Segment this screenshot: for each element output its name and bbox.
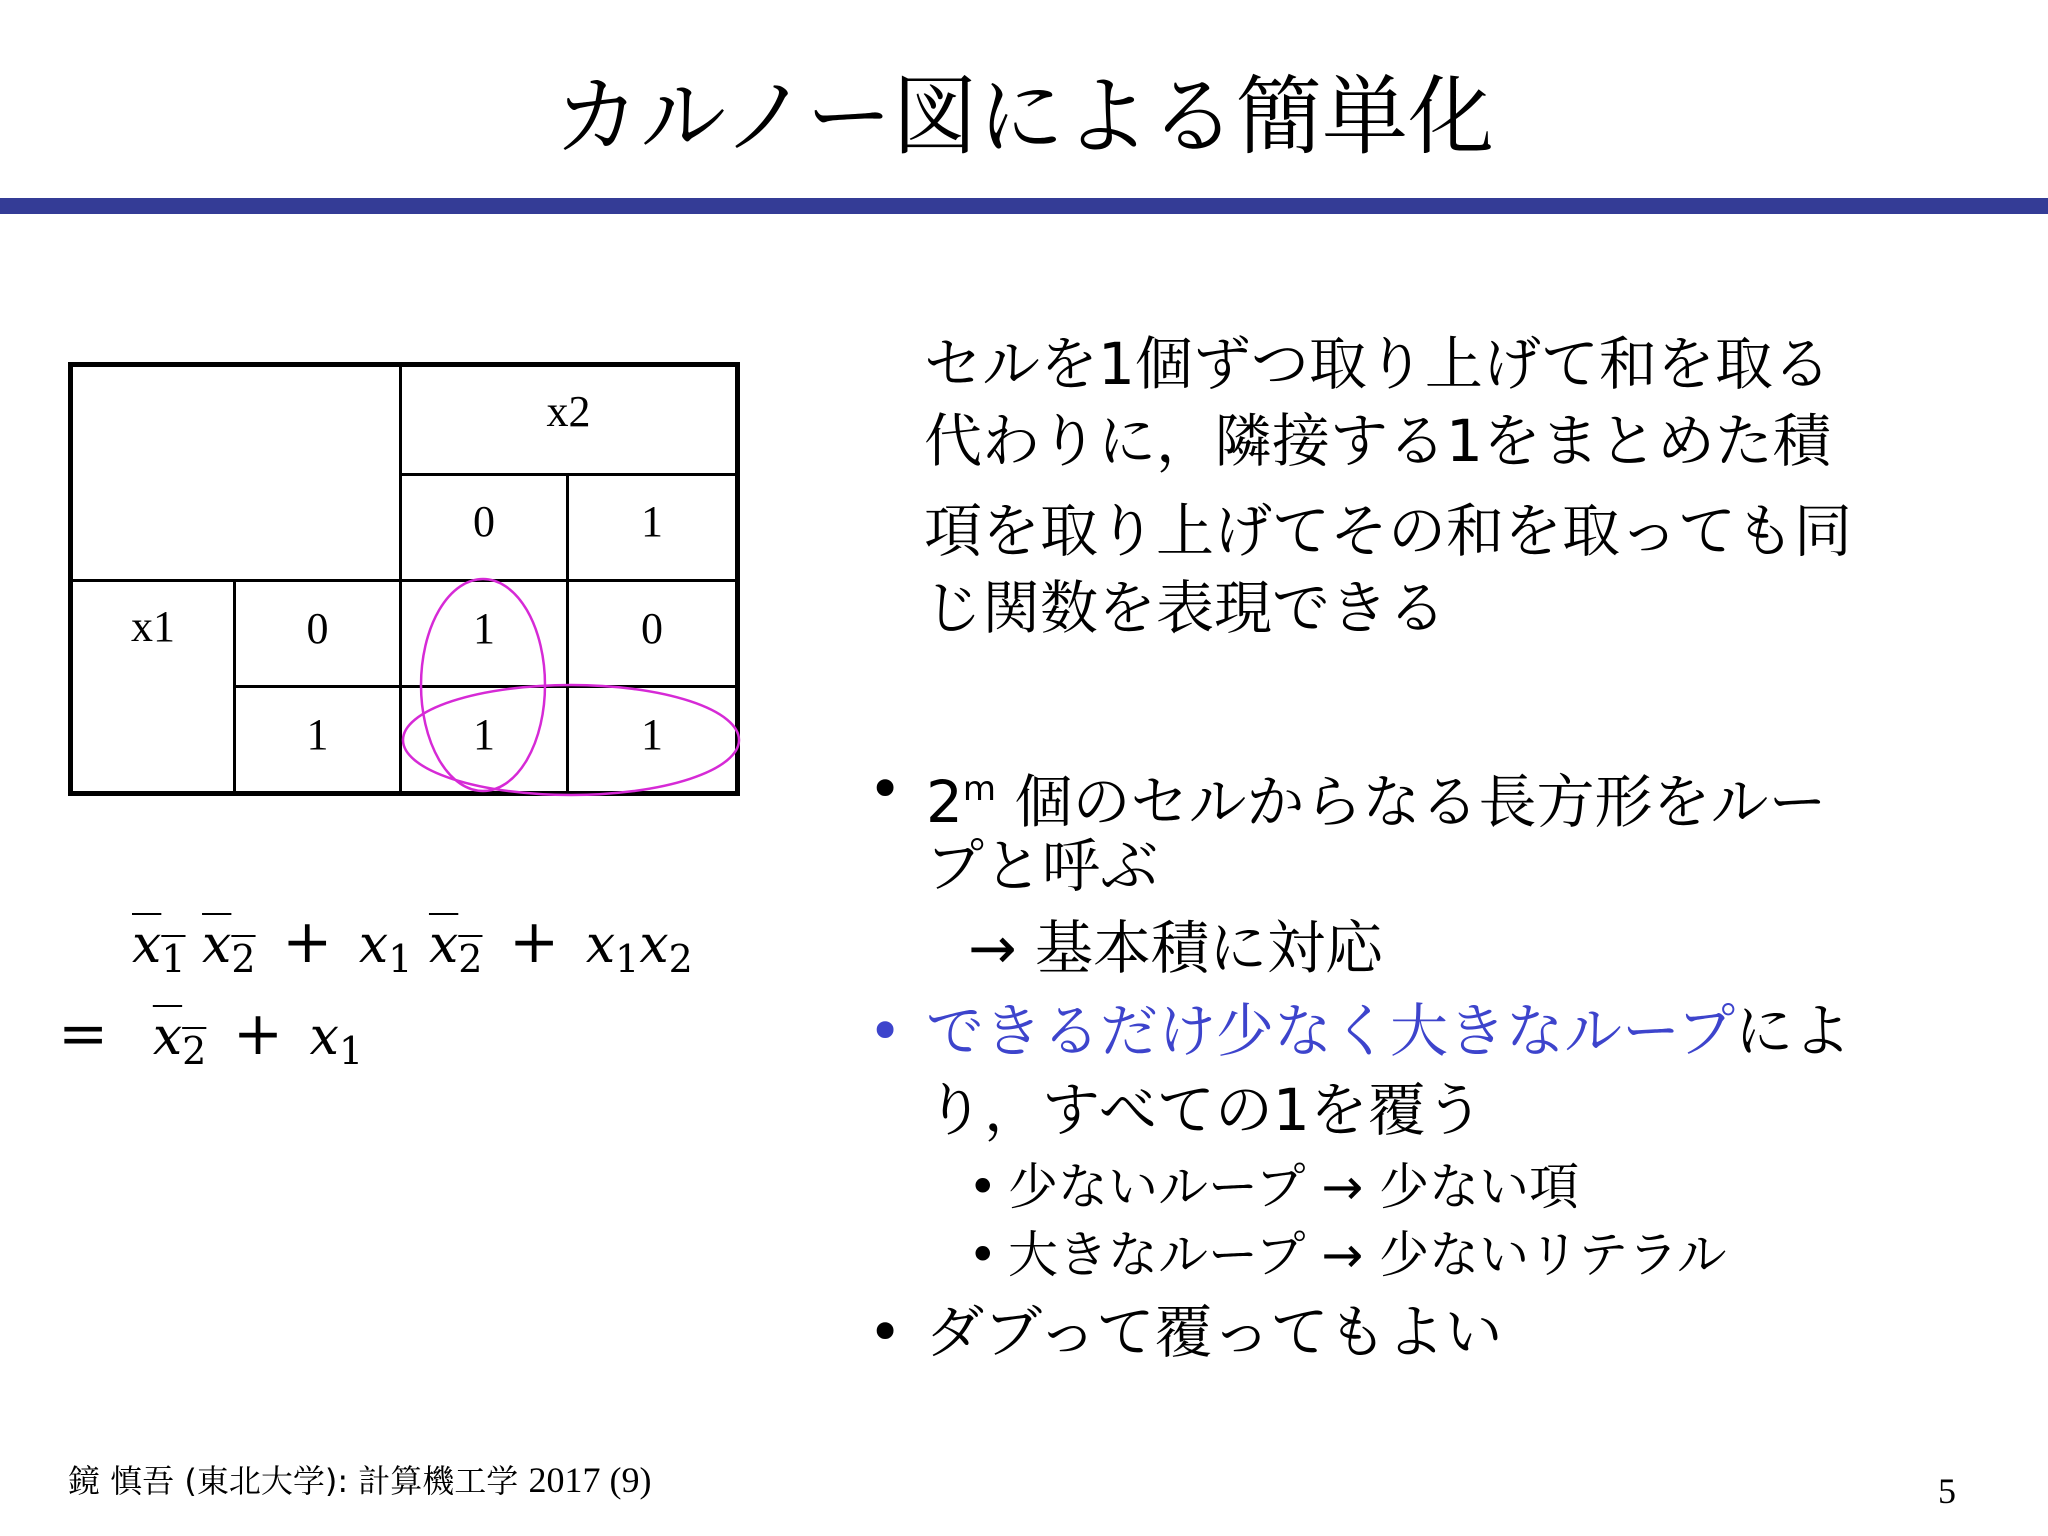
kmap-col-header: 0	[473, 497, 495, 546]
formula-term: $x_2$	[202, 915, 256, 981]
kmap-row-header: 0	[306, 604, 329, 653]
kmap-row-header: 1	[306, 710, 329, 759]
bullet-1-line-2: プと呼ぶ	[926, 832, 1159, 900]
sub-bullet-2: 大きなループ → 少ないリテラル	[1008, 1226, 1727, 1284]
formula-term: $x_1$	[358, 915, 413, 981]
intro-line: セルを1個ずつ取り上げて和を取る	[924, 330, 1831, 398]
bullet-marker: •	[868, 1298, 903, 1366]
kmap-col-header: 1	[641, 497, 663, 546]
equals-sign: =	[58, 999, 109, 1069]
kmap-cell: 1	[641, 710, 663, 759]
formula-term: $x_2$	[428, 915, 483, 981]
formula-line-2	[58, 999, 364, 1081]
bullet-marker: •	[868, 755, 903, 823]
page-number: 5	[1938, 1471, 1956, 1511]
kmap-cell: 1	[473, 710, 495, 759]
bullet-2-line-2: り，すべての1を覆う	[926, 1076, 1484, 1144]
formula-line-1	[132, 907, 693, 989]
plus-sign: +	[509, 907, 560, 977]
intro-line: じ関数を表現できる	[924, 574, 1447, 642]
intro-line: 代わりに，隣接する1をまとめた積	[924, 407, 1831, 475]
kmap-cell: 0	[641, 604, 663, 653]
plus-sign: +	[282, 907, 333, 977]
bullet-1-line-1: 2$^m$ 個のセルからなる長方形をルー	[926, 768, 1827, 836]
kmap-row-variable: x1	[131, 602, 175, 651]
sub-bullet-marker: •	[968, 1226, 998, 1284]
vertical-loop	[421, 579, 545, 791]
kmap-col-variable: x2	[546, 387, 591, 436]
plus-sign: +	[232, 999, 284, 1069]
bullet-marker: •	[868, 997, 903, 1065]
kmap-cell: 1	[473, 604, 495, 653]
horizontal-loop	[403, 685, 739, 795]
sub-bullet-marker: •	[968, 1158, 998, 1216]
sub-bullet-1: 少ないループ → 少ない項	[1008, 1158, 1580, 1216]
bullet-3: ダブって覆ってもよい	[926, 1298, 1503, 1366]
formula-term: $x_1$	[132, 915, 186, 981]
formula-term: $x_1x_2$	[585, 915, 693, 981]
highlighted-phrase: できるだけ少なく大きなループ	[926, 997, 1736, 1065]
intro-line: 項を取り上げてその和を取っても同	[924, 497, 1853, 565]
formula-term: $x_2$	[152, 1007, 207, 1073]
slide-title: カルノー図による簡単化	[554, 67, 1494, 167]
formula-term: $x_1$	[309, 1007, 364, 1073]
footer-credit: 鏡 慎吾 (東北大学): 計算機工学 2017 (9)	[68, 1460, 652, 1500]
bullet-2-line-1: できるだけ少なく大きなループによ	[926, 997, 1852, 1065]
bullet-1-line-3: → 基本積に対応	[968, 914, 1384, 982]
